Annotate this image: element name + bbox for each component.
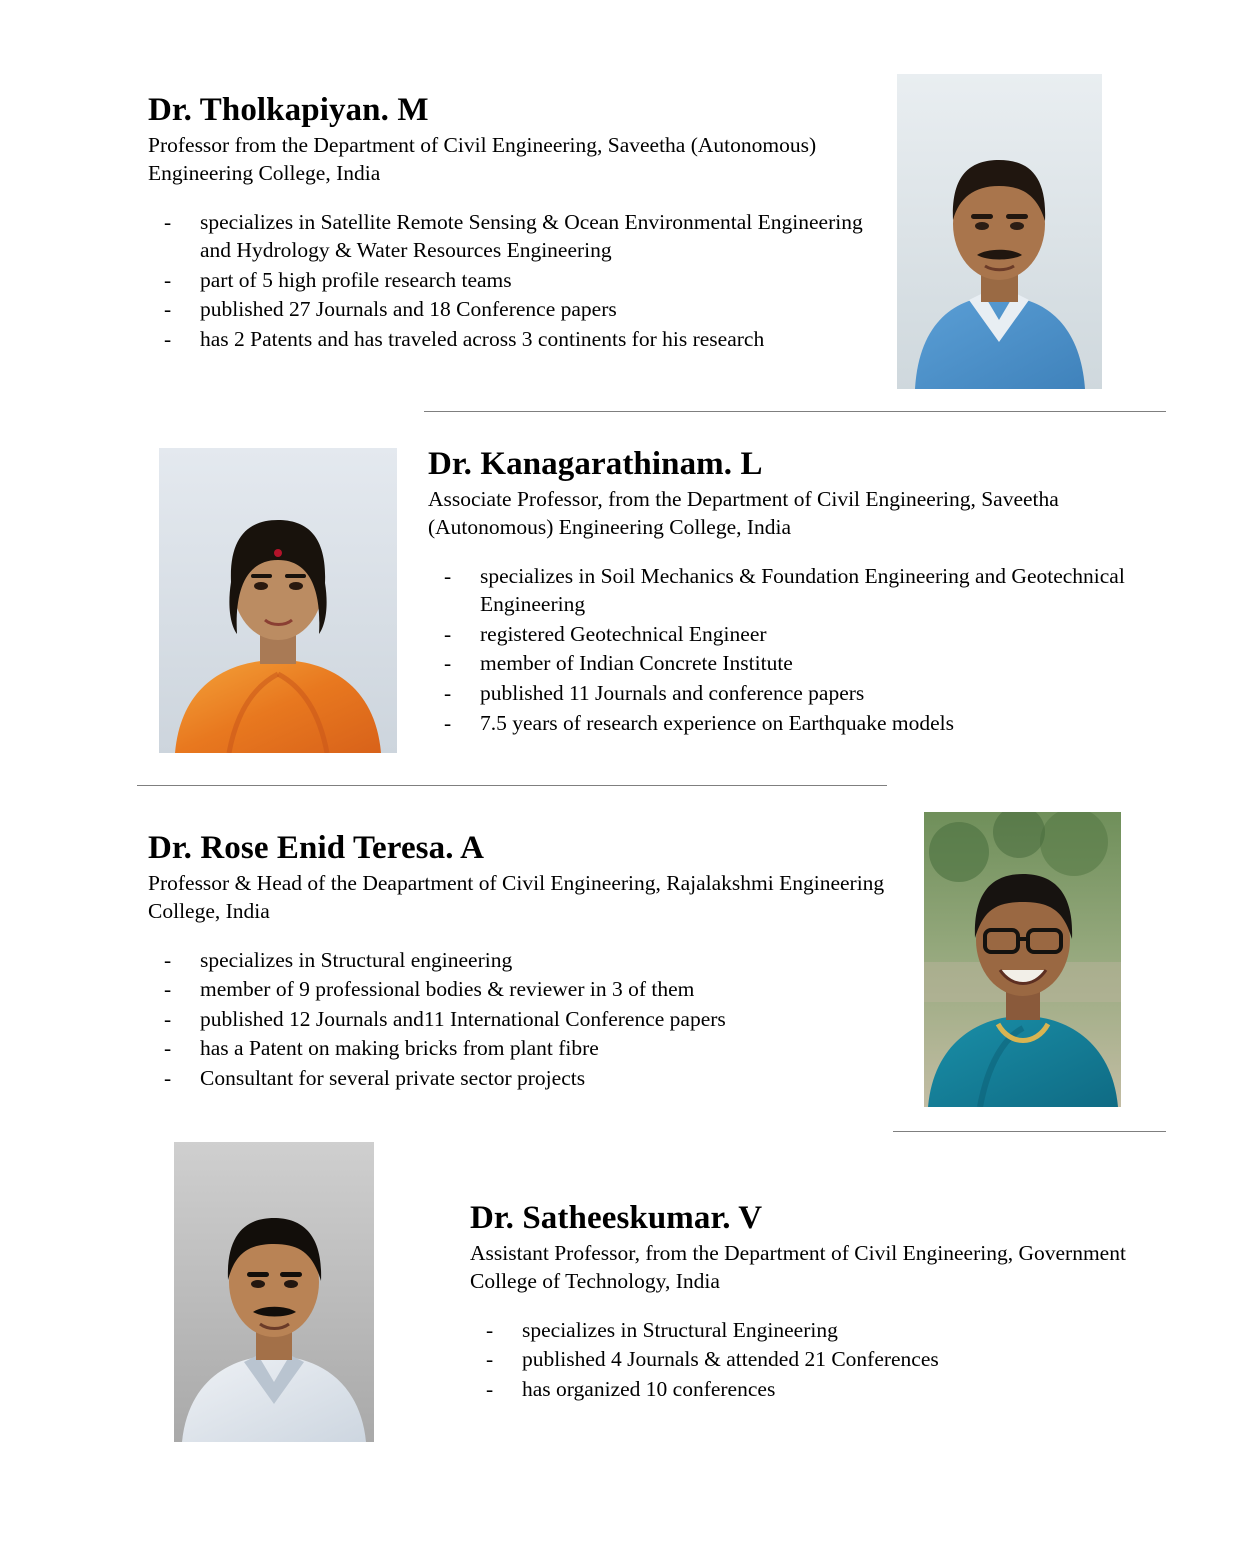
bullet-dash: - (164, 209, 172, 234)
list-item-text: member of Indian Concrete Institute (480, 651, 793, 676)
list-item-text: specializes in Soil Mechanics & Foundation Engineering and Geotechnical Engineering (480, 563, 1125, 617)
profile-affiliation: Associate Professor, from the Department of Civil Engineering, Saveetha (Autonomous) Engineering College, India (428, 486, 1059, 540)
profile-block-tholkapiyan-m (148, 92, 878, 355)
profile-points-list (428, 562, 1128, 738)
profile-name: Dr. Satheeskumar. V (470, 1200, 763, 1236)
bullet-dash: - (164, 297, 172, 322)
bullet-dash: - (444, 681, 452, 706)
list-item (148, 1064, 888, 1093)
list-item (148, 975, 888, 1004)
section-divider (424, 411, 1166, 412)
list-item-text: has 2 Patents and has traveled across 3 continents for his research (200, 327, 765, 352)
list-item (428, 679, 1128, 708)
profile-points-list (148, 208, 878, 354)
list-item (428, 709, 1128, 738)
list-item (148, 1005, 888, 1034)
list-item-text: specializes in Structural engineering (200, 947, 513, 972)
profile-affiliation: Professor & Head of the Deapartment of Civil Engineering, Rajalakshmi Engineering College, India (148, 870, 885, 924)
profile-name: Dr. Tholkapiyan. M (148, 92, 429, 128)
list-item (470, 1316, 1130, 1345)
profile-block-kanagarathinam-l (428, 446, 1128, 738)
list-item-text: published 27 Journals and 18 Conference papers (200, 297, 617, 322)
list-item (470, 1375, 1130, 1404)
list-item (148, 266, 878, 295)
profile-name: Dr. Kanagarathinam. L (428, 446, 763, 482)
list-item-text: has a Patent on making bricks from plant fibre (200, 1036, 599, 1061)
list-item-text: registered Geotechnical Engineer (480, 621, 767, 646)
list-item (148, 946, 888, 975)
list-item-text: published 11 Journals and conference papers (480, 681, 865, 706)
section-divider (137, 785, 887, 786)
bullet-dash: - (164, 267, 172, 292)
list-item-text: specializes in Structural Engineering (522, 1317, 838, 1342)
portrait-photo-rose-enid-teresa (924, 812, 1121, 1107)
list-item-text: member of 9 professional bodies & reviewer in 3 of them (200, 977, 695, 1002)
portrait-photo-tholkapiyan (897, 74, 1102, 389)
profile-block-satheeskumar-v (470, 1200, 1130, 1404)
bullet-dash: - (164, 947, 172, 972)
list-item (148, 295, 878, 324)
bullet-dash: - (164, 1036, 172, 1061)
bullet-dash: - (444, 563, 452, 588)
bullet-dash: - (164, 977, 172, 1002)
bullet-dash: - (164, 327, 172, 352)
list-item (148, 1034, 888, 1063)
portrait-photo-satheeskumar (174, 1142, 374, 1442)
bullet-dash: - (444, 621, 452, 646)
list-item-text: part of 5 high profile research teams (200, 267, 512, 292)
profile-affiliation: Professor from the Department of Civil Engineering, Saveetha (Autonomous) Engineering College, India (148, 132, 817, 186)
list-item (470, 1345, 1130, 1374)
list-item (428, 620, 1128, 649)
bullet-dash: - (486, 1376, 494, 1401)
bullet-dash: - (486, 1317, 494, 1342)
list-item-text: published 12 Journals and11 International Conference papers (200, 1006, 726, 1031)
section-divider (893, 1131, 1166, 1132)
list-item (148, 325, 878, 354)
list-item-text: 7.5 years of research experience on Earthquake models (480, 710, 954, 735)
profile-points-list (470, 1316, 1130, 1404)
profile-name: Dr. Rose Enid Teresa. A (148, 830, 485, 866)
bullet-dash: - (164, 1006, 172, 1031)
list-item-text: specializes in Satellite Remote Sensing & Ocean Environmental Engineering and Hydrology & Water Resources Engineering (200, 209, 863, 263)
bullet-dash: - (444, 710, 452, 735)
profile-affiliation: Assistant Professor, from the Department of Civil Engineering, Government College of Technology, India (470, 1240, 1126, 1294)
portrait-photo-kanagarathinam (159, 448, 397, 753)
profile-block-rose-enid-teresa-a (148, 830, 888, 1094)
bullet-dash: - (164, 1066, 172, 1091)
list-item (428, 562, 1128, 619)
profile-points-list (148, 946, 888, 1093)
list-item (428, 649, 1128, 678)
list-item (148, 208, 878, 265)
bullet-dash: - (444, 651, 452, 676)
list-item-text: published 4 Journals & attended 21 Conferences (522, 1347, 939, 1372)
bullet-dash: - (486, 1347, 494, 1372)
list-item-text: Consultant for several private sector projects (200, 1066, 586, 1091)
list-item-text: has organized 10 conferences (522, 1376, 776, 1401)
